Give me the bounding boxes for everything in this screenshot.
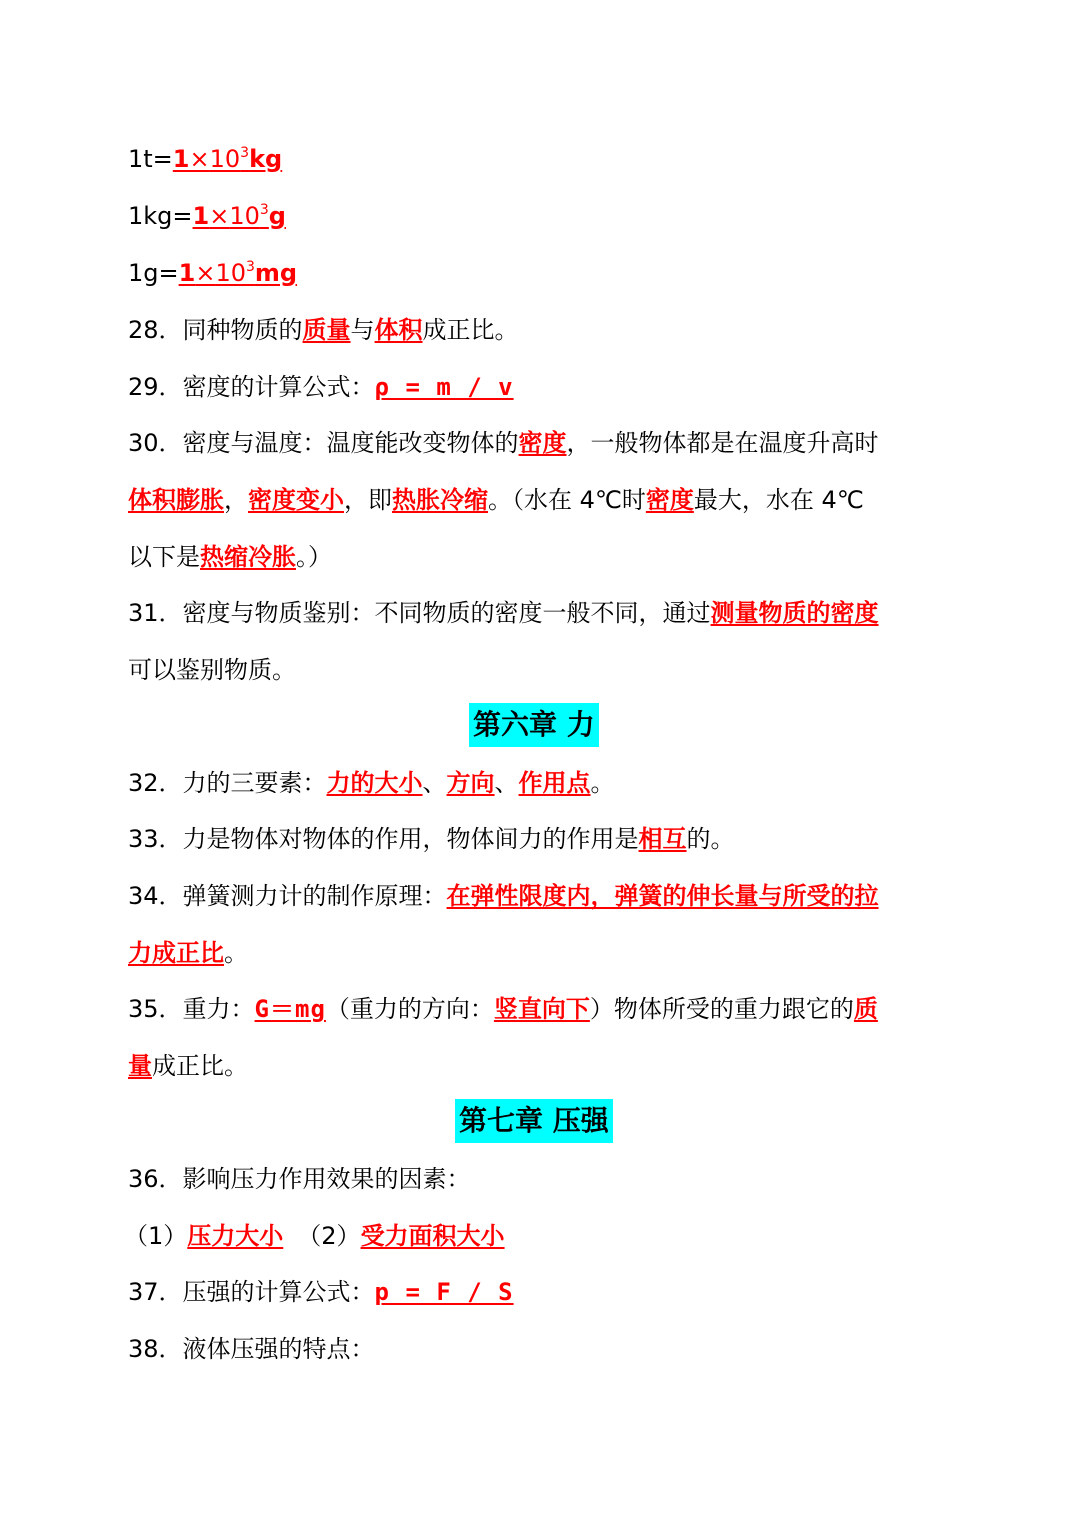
- unit-value: $1\times 10^3kg$: [172, 145, 283, 173]
- item-30-line2: 体积膨胀，密度变小，即热胀冷缩。（水在 4℃时密度最大，水在 4℃: [128, 486, 864, 514]
- answer: 密度: [645, 486, 694, 514]
- answer: 压力大小: [187, 1222, 284, 1250]
- item-28: 28．同种物质的质量与体积成正比。: [128, 316, 519, 344]
- chapter-7-heading: 第七章 压强: [455, 1099, 613, 1143]
- item-37: 37．压强的计算公式：p = F / S: [128, 1278, 514, 1306]
- unit-line-g: [128, 253, 958, 293]
- item-31-line1: 31．密度与物质鉴别：不同物质的密度一般不同，通过测量物质的密度: [128, 599, 879, 627]
- item-29: 29．密度的计算公式：ρ = m / v: [128, 373, 514, 401]
- answer: 竖直向下: [493, 995, 590, 1023]
- answer: p = F / S: [374, 1278, 514, 1306]
- item-30-line3: 以下是热缩冷胀。）: [128, 543, 332, 571]
- unit-value: $1\times 10^3mg$: [178, 259, 298, 287]
- item-35-line2: 量成正比。: [128, 1052, 248, 1080]
- answer: 质量: [302, 316, 351, 344]
- answer: 力成正比: [128, 939, 224, 967]
- chapter-6-heading: 第六章 力: [469, 703, 599, 747]
- unit-lhs: 1kg=: [128, 202, 193, 230]
- answer: 测量物质的密度: [710, 599, 879, 627]
- answer: ρ = m / v: [374, 373, 514, 401]
- answer: G＝mg: [254, 995, 326, 1023]
- answer: 体积: [374, 316, 423, 344]
- unit-value: $1\times 10^3g$: [192, 202, 286, 230]
- answer: 体积膨胀: [128, 486, 224, 514]
- item-33: 33．力是物体对物体的作用，物体间力的作用是相互的。: [128, 825, 735, 853]
- item-35-line1: 35．重力：G＝mg（重力的方向：竖直向下）物体所受的重力跟它的质: [128, 995, 878, 1023]
- answer: 方向: [446, 769, 495, 797]
- answer: 热胀冷缩: [392, 486, 488, 514]
- answer: 在弹性限度内，弹簧的伸长量与所受的拉: [446, 882, 879, 910]
- item-30-line1: 30．密度与温度：温度能改变物体的密度，一般物体都是在温度升高时: [128, 429, 879, 457]
- item-36-line1: 36．影响压力作用效果的因素：: [128, 1165, 471, 1193]
- item-36-line2: （1）压力大小 （2）受力面积大小: [124, 1222, 505, 1250]
- answer: 作用点: [518, 769, 591, 797]
- item-34-line1: 34．弹簧测力计的制作原理：在弹性限度内，弹簧的伸长量与所受的拉: [128, 882, 879, 910]
- answer: 相互: [638, 825, 687, 853]
- answer: 质: [853, 995, 878, 1023]
- item-31-line2: 可以鉴别物质。: [128, 656, 296, 684]
- item-32: 32．力的三要素：力的大小、方向、作用点。: [128, 769, 615, 797]
- unit-lhs: 1t=: [128, 145, 173, 173]
- unit-line-kg: [128, 196, 958, 236]
- answer: 密度变小: [248, 486, 344, 514]
- answer: 热缩冷胀: [200, 543, 296, 571]
- answer: 量: [128, 1052, 152, 1080]
- answer: 受力面积大小: [360, 1222, 505, 1250]
- answer: 力的大小: [326, 769, 423, 797]
- item-38: 38．液体压强的特点：: [128, 1335, 375, 1363]
- answer: 密度: [518, 429, 567, 457]
- unit-line-t: [128, 139, 958, 179]
- item-34-line2: 力成正比。: [128, 939, 248, 967]
- unit-lhs: 1g=: [128, 259, 179, 287]
